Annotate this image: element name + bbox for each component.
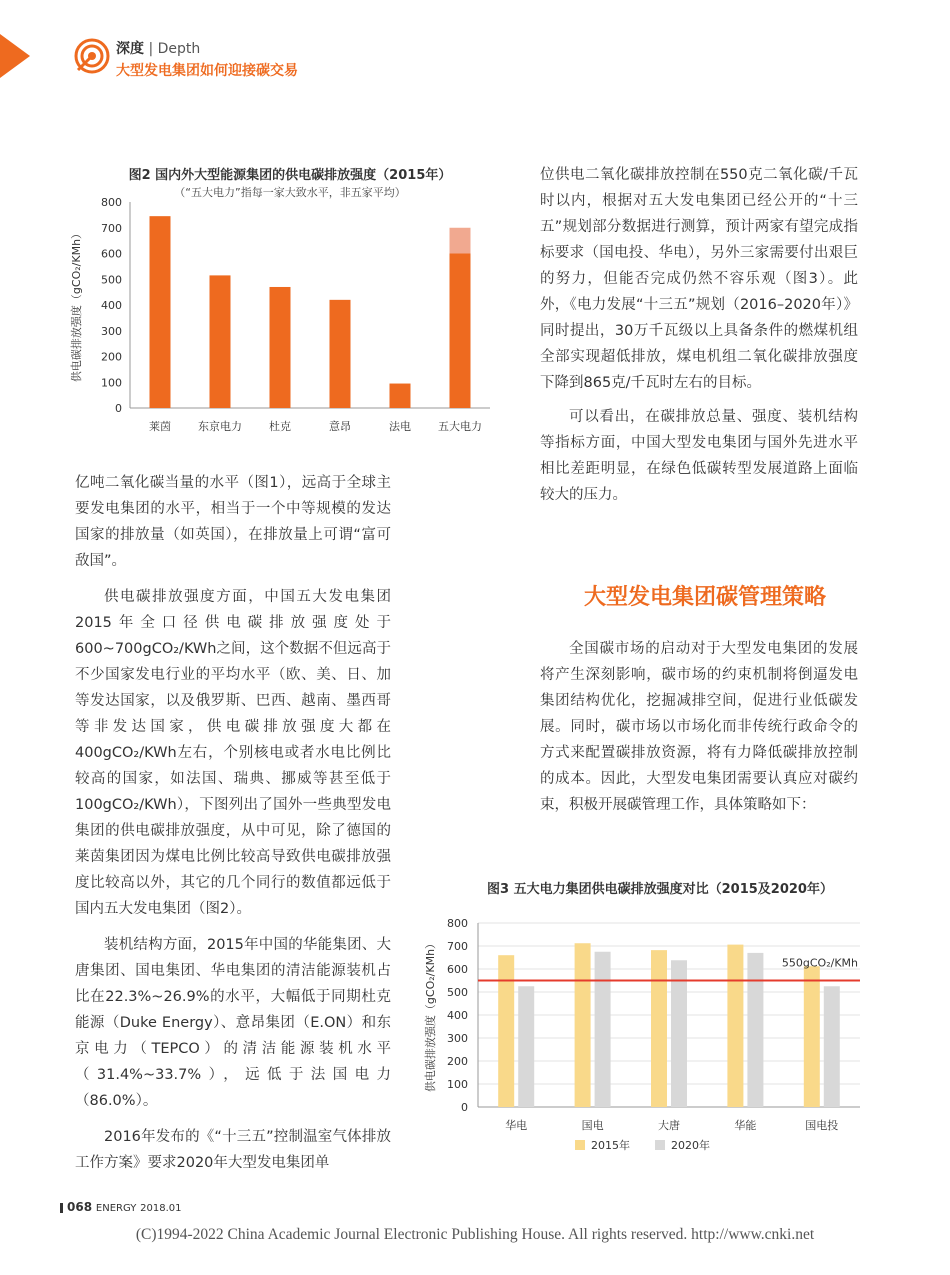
figure2-chart [60, 196, 520, 440]
figure2-bar [270, 287, 291, 408]
issue-number: 2018.01 [140, 1203, 182, 1214]
figure3-ytick-label: 700 [447, 940, 468, 953]
figure3-legend-label: 2020年 [671, 1139, 710, 1152]
figure2-ytick-label: 600 [101, 247, 122, 261]
figure2-bar [450, 254, 471, 409]
figure2-xtick-label: 意昂 [329, 420, 351, 433]
figure3-legend-swatch [575, 1140, 585, 1150]
figure3-ylabel: 供电碳排放强度（gCO₂/KMh） [424, 937, 437, 1093]
figure3-bar-2015 [727, 945, 743, 1107]
figure2-bar [150, 216, 171, 408]
figure2-ytick-label: 500 [101, 273, 122, 287]
figure2-bar-range [450, 228, 471, 254]
figure2-xtick-label: 莱茵 [149, 420, 171, 433]
figure3-ytick-label: 0 [461, 1101, 468, 1114]
figure3-xtick-label: 国电 [581, 1119, 604, 1132]
figure3-xtick-label: 华电 [505, 1119, 528, 1132]
figure3-target-label: 550gCO₂/KMh [781, 956, 858, 970]
figure3-bar-2020 [747, 953, 763, 1107]
section-cn: 深度 [116, 41, 144, 57]
figure3-ytick-label: 300 [447, 1032, 468, 1045]
copyright-notice: (C)1994-2022 China Academic Journal Electronic Publishing House. All rights reserved. http://www.cnki.net [135, 1226, 815, 1243]
figure3-ytick-label: 800 [447, 917, 468, 930]
figure3-bar-2015 [804, 966, 820, 1107]
section-heading: 大型发电集团碳管理策略 [583, 585, 826, 610]
figure3-bar-2020 [595, 952, 611, 1107]
figure3-legend-swatch [655, 1140, 665, 1150]
figure3-bar-2015 [575, 943, 591, 1107]
magazine-name: ENERGY [95, 1203, 137, 1214]
figure3-xtick-label: 大唐 [658, 1119, 680, 1132]
figure2-xtick-label: 法电 [389, 420, 411, 433]
figure3-ytick-label: 400 [447, 1009, 468, 1022]
left-paragraph-4: 2016年发布的《“十三五”控制温室气体排放工作方案》要求2020年大型发电集团单 [75, 1129, 391, 1171]
figure2-ytick-label: 0 [115, 402, 122, 415]
left-column [75, 470, 391, 1176]
section-separator: | [148, 41, 154, 57]
article-title: 大型发电集团如何迎接碳交易 [116, 63, 298, 79]
right-column-top [540, 162, 858, 508]
left-paragraph-1: 亿吨二氧化碳当量的水平（图1），远高于全球主要发电集团的水平，相当于一个中等规模的发达国家的排放量（如英国），在排放量上可谓“富可敌国”。 [75, 475, 391, 569]
figure2-ytick-label: 200 [101, 350, 122, 364]
figure2-ylabel: 供电碳排放强度（gCO₂/KMh） [70, 227, 83, 383]
section-label [116, 38, 200, 58]
figure2-xtick-label: 东京电力 [198, 420, 242, 433]
page-corner-marker [0, 34, 30, 78]
right-paragraph-2: 可以看出，在碳排放总量、强度、装机结构等指标方面，中国大型发电集团与国外先进水平相比差距明显，在绿色低碳转型发展道路上面临较大的压力。 [540, 409, 858, 503]
section-en: Depth [157, 41, 201, 57]
footer-bar [60, 1203, 63, 1213]
figure3-ytick-label: 500 [447, 986, 468, 999]
figure3-bar-2015 [498, 955, 514, 1107]
figure2-ytick-label: 400 [101, 299, 122, 312]
left-paragraph-2: 供电碳排放强度方面，中国五大发电集团2015年全口径供电碳排放强度处于600~700gCO₂/KWh之间，这个数据不但远高于不少国家发电行业的平均水平（欧、美、日、加等发达国家，以及俄罗斯、巴西、越南、墨西哥等非发达国家，供电碳排放强度大都在400gCO₂/KWh左右，个别核电或者水电比例比较高的国家，如法国、瑞典、挪威等甚至低于100gCO₂/KWh），下图列出了国外一些典型发电集团的供电碳排放强度，从中可见，除了德国的莱茵集团因为煤电比例比较高导致供电碳排放强度比较高以外，其它的几个同行的数值都远低于国内五大发电集团（图2）。 [75, 589, 391, 917]
figure3-bar-2020 [824, 986, 840, 1107]
right-paragraph-3: 全国碳市场的启动对于大型发电集团的发展将产生深刻影响，碳市场的约束机制将倒逼发电集团结构优化，挖掘减排空间，促进行业低碳发展。同时，碳市场以市场化而非传统行政命令的方式来配置碳排放资源，将有力降低碳排放控制的成本。因此，大型发电集团需要认真应对碳约束，积极开展碳管理工作，具体策略如下： [540, 641, 858, 813]
figure3-bar-2015 [651, 950, 667, 1107]
figure2-title: 图2 国内外大型能源集团的供电碳排放强度（2015年） [128, 168, 452, 183]
page-number: 068 [67, 1200, 93, 1214]
figure3-ytick-label: 200 [447, 1055, 468, 1068]
figure3-ytick-label: 100 [447, 1078, 468, 1091]
figure2-ytick-label: 100 [101, 376, 122, 390]
figure2-ytick-label: 800 [101, 196, 122, 209]
figure3-title: 图3 五大电力集团供电碳排放强度对比（2015及2020年） [487, 882, 833, 897]
page-footer [60, 1200, 182, 1214]
figure2-xtick-label: 五大电力 [438, 420, 482, 433]
figure2-ytick-label: 700 [101, 221, 122, 235]
magazine-logo-icon [74, 38, 110, 78]
figure2-subtitle: （“五大电力”指每一家大致水平，非五家平均） [174, 186, 406, 199]
figure2-bar [390, 384, 411, 408]
figure2-bar [210, 275, 231, 408]
left-paragraph-3: 装机结构方面，2015年中国的华能集团、大唐集团、国电集团、华电集团的清洁能源装机占比在22.3%~26.9%的水平，大幅低于同期杜克能源（Duke Energy）、意昂集团（E.ON）和东京电力（TEPCO）的清洁能源装机水平（31.4%~33.7%），远低于法国电力（86.0%）。 [75, 937, 391, 1109]
figure2-xtick-label: 杜克 [269, 420, 291, 433]
figure2-bar [330, 300, 351, 408]
figure3-bar-2020 [671, 960, 687, 1107]
figure3-xtick-label: 国电投 [805, 1119, 839, 1132]
figure3-chart [420, 905, 900, 1165]
figure3-xtick-label: 华能 [734, 1119, 757, 1132]
figure3-ytick-label: 600 [447, 963, 468, 976]
right-column-bottom [540, 636, 858, 818]
figure3-legend-label: 2015年 [591, 1139, 630, 1152]
figure2-ytick-label: 300 [101, 324, 122, 338]
figure3-bar-2020 [518, 986, 534, 1107]
right-paragraph-1: 位供电二氧化碳排放控制在550克二氧化碳/千瓦时以内，根据对五大发电集团已经公开的“十三五”规划部分数据进行测算，预计两家有望完成指标要求（国电投、华电），另外三家需要付出艰巨的努力，但能否完成仍然不容乐观（图3）。此外，《电力发展“十三五”规划（2016–2020年）》同时提出，30万千瓦级以上具备条件的燃煤机组全部实现超低排放，煤电机组二氧化碳排放强度下降到865克/千瓦时左右的目标。 [540, 167, 858, 391]
